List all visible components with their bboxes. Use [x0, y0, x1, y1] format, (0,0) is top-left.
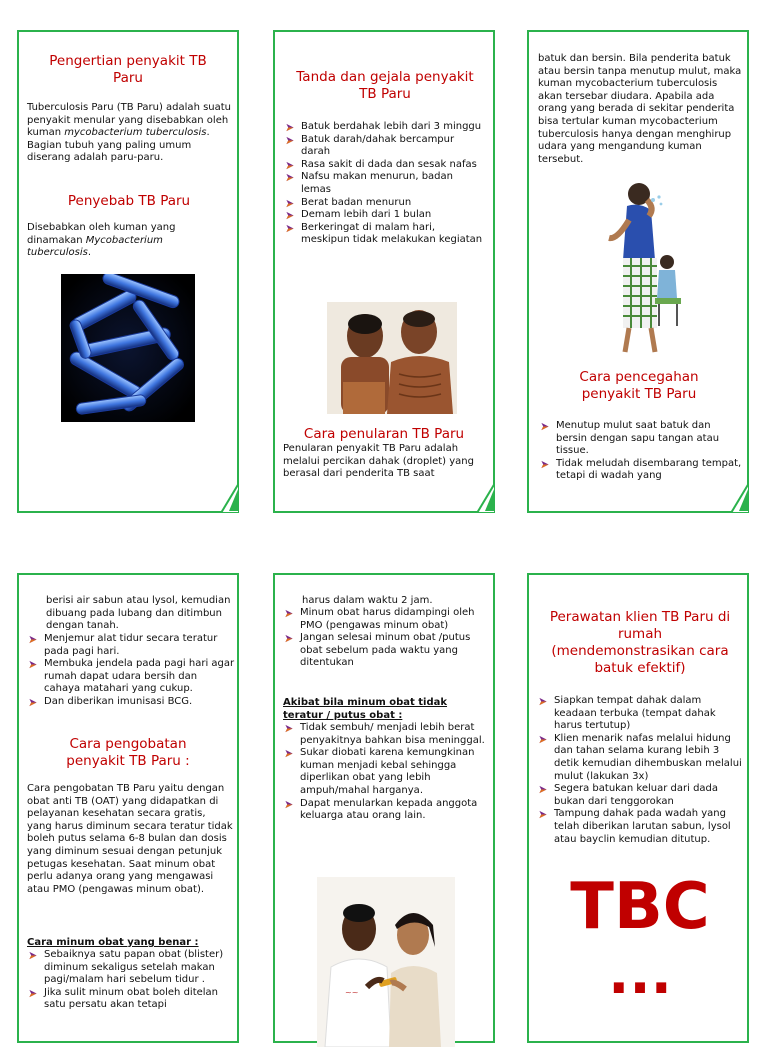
list-item: Berkeringat di malam hari, meskipun tidak melakukan kegiatan: [283, 222, 483, 247]
arrow-bullet-icon: [28, 698, 38, 707]
list-item: Sukar diobati karena kemungkinan kuman menjadi kebal sehingga diperlikan obat yang lebih ampuh/mahal harganya.: [282, 747, 492, 797]
page-fold-icon: [731, 483, 749, 513]
list-cara-minum: [26, 949, 236, 1012]
arrow-bullet-icon: [540, 422, 550, 431]
arrow-bullet-icon: [285, 224, 295, 233]
panel-minum-obat: [273, 573, 495, 1043]
list-item: Tampung dahak pada wadah yang telah diberikan larutan sabun, lysol atau bayclin kemudian ditutup.: [536, 808, 746, 846]
text-lanjutan: harus dalam waktu 2 jam.: [302, 595, 433, 606]
text-pengobatan: Cara pengobatan TB Paru yaitu dengan obat anti TB (OAT) yang didapatkan di pelayanan kesehatan secara gratis, yang harus diminum secara teratur tidak boleh putus selama 6-8 bulan dan dosis yang diminum sesuai dengan petunjuk petugas kesehatan. Saat minum obat perlu adanya orang yang mengawasi atau PMO (pengawas minum obat).: [27, 783, 233, 895]
list-item: Demam lebih dari 1 bulan: [283, 209, 483, 222]
list-gejala: [283, 121, 483, 247]
list-item: Jangan selesai minum obat /putus obat sebelum pada waktu yang ditentukan: [282, 632, 492, 670]
list-item: Jika sulit minum obat boleh ditelan satu persatu akan tetapi: [26, 987, 236, 1012]
svg-text:~~: ~~: [345, 988, 359, 997]
arrow-bullet-icon: [285, 136, 295, 145]
list-item: Siapkan tempat dahak dalam keadaan terbuka (tempat dahak harus tertutup): [536, 695, 746, 733]
bacteria-image: [61, 274, 195, 422]
text-penyebab: Disebabkan oleh kuman yang dinamakan Mycobacterium tuberculosis.: [27, 222, 176, 259]
list-perawatan: [536, 695, 746, 846]
arrow-bullet-icon: [285, 173, 295, 182]
text-pengertian: Tuberculosis Paru (TB Paru) adalah suatu penyakit menular yang disebabkan oleh kuman mycobacterium tuberculosis. Bagian tubuh yang paling umum diserang adalah paru-paru.: [27, 102, 232, 164]
arrow-bullet-icon: [28, 989, 38, 998]
list-item: Tidak meludah disembarang tempat, tetapi di wadah yang: [538, 458, 743, 483]
text-lanjutan: berisi air sabun atau lysol, kemudian dibuang pada lubang dan ditimbun dengan tanah.: [46, 595, 231, 632]
list-item: Rasa sakit di dada dan sesak nafas: [283, 159, 483, 172]
panel-pencegahan: [527, 30, 749, 513]
subheading-cara-minum: Cara minum obat yang benar :: [27, 937, 199, 948]
arrow-bullet-icon: [284, 724, 294, 733]
list-minum-obat: [282, 607, 492, 670]
coughing-illustration: [589, 180, 685, 356]
heading-pengobatan: Cara pengobatan penyakit TB Paru :: [66, 736, 190, 769]
heading-penularan: Cara penularan TB Paru: [303, 426, 465, 442]
list-item: Batuk berdahak lebih dari 3 minggu: [283, 121, 483, 134]
heading-tanda-gejala: Tanda dan gejala penyakit TB Paru: [296, 69, 474, 102]
patients-photo: [327, 302, 457, 414]
arrow-bullet-icon: [284, 749, 294, 758]
list-item: Dapat menularkan kepada anggota keluarga atau orang lain.: [282, 798, 492, 823]
panel-pengobatan: [17, 573, 239, 1043]
arrow-bullet-icon: [538, 810, 548, 819]
page-fold-icon: [477, 483, 495, 513]
arrow-bullet-icon: [28, 951, 38, 960]
list-item: Dan diberikan imunisasi BCG.: [26, 696, 236, 709]
list-item: Segera batukan keluar dari dada bukan dari tenggorokan: [536, 783, 746, 808]
arrow-bullet-icon: [28, 635, 38, 644]
list-pencegahan: [538, 420, 743, 483]
medicine-couple-photo: [317, 877, 455, 1047]
heading-pencegahan: Cara pencegahan penyakit TB Paru: [579, 369, 699, 402]
heading-pengertian: Pengertian penyakit TB Paru: [49, 53, 207, 86]
arrow-bullet-icon: [538, 785, 548, 794]
list-item: Menjemur alat tidur secara teratur pada pagi hari.: [26, 633, 236, 658]
panel-perawatan: [527, 573, 749, 1043]
arrow-bullet-icon: [540, 460, 550, 469]
panel-pengertian: [17, 30, 239, 513]
heading-batuk-efektif: (mendemonstrasikan cara batuk efektif): [551, 643, 729, 676]
heading-perawatan: Perawatan klien TB Paru di rumah: [549, 609, 731, 642]
heading-penyebab: Penyebab TB Paru: [67, 193, 191, 209]
arrow-bullet-icon: [538, 697, 548, 706]
subheading-akibat: Akibat bila minum obat tidak teratur / putus obat :: [283, 697, 448, 721]
list-item: Menutup mulut saat batuk dan bersin dengan sapu tangan atau tissue.: [538, 420, 743, 458]
list-item: Minum obat harus didampingi oleh PMO (pengawas minum obat): [282, 607, 492, 632]
list-akibat: [282, 722, 492, 823]
arrow-bullet-icon: [284, 800, 294, 809]
arrow-bullet-icon: [285, 123, 295, 132]
text-penularan-lanjutan: batuk dan bersin. Bila penderita batuk atau bersin tanpa menutup mulut, maka kuman mycobacterium tuberculosis akan tersebar diudara. Apabila ada orang yang berada di sekitar penderita bisa tertular kuman mycobacterium tuberculosis hanya dengan menghirup udara yang mengandung kuman tersebut.: [538, 53, 742, 165]
list-item: Berat badan menurun: [283, 197, 483, 210]
list-item: Klien menarik nafas melalui hidung dan tahan selama kurang lebih 3 detik kemudian dihembuskan melalui mulut (lakukan 3x): [536, 733, 746, 783]
panel-tanda-gejala: [273, 30, 495, 513]
text-penularan: Penularan penyakit TB Paru adalah melalui percikan dahak (droplet) yang berasal dari penderita TB saat: [283, 443, 474, 480]
list-pencegahan-lanjutan: [26, 633, 236, 709]
arrow-bullet-icon: [285, 211, 295, 220]
list-item: Membuka jendela pada pagi hari agar rumah dapat udara bersih dan cahaya matahari yang cukup.: [26, 658, 236, 696]
arrow-bullet-icon: [284, 634, 294, 643]
list-item: Nafsu makan menurun, badan lemas: [283, 171, 483, 196]
page-fold-icon: [221, 483, 239, 513]
arrow-bullet-icon: [285, 199, 295, 208]
arrow-bullet-icon: [538, 735, 548, 744]
list-item: Tidak sembuh/ menjadi lebih berat penyakitnya bahkan bisa meninggal.: [282, 722, 492, 747]
arrow-bullet-icon: [284, 609, 294, 618]
tbc-title: TBC: [570, 870, 710, 944]
ellipsis-text: ...: [608, 942, 672, 1007]
list-item: Sebaiknya satu papan obat (blister) diminum sekaligus setelah makan pagi/malam hari sebelum tidur .: [26, 949, 236, 987]
arrow-bullet-icon: [28, 660, 38, 669]
list-item: Batuk darah/dahak bercampur darah: [283, 134, 483, 159]
arrow-bullet-icon: [285, 161, 295, 170]
